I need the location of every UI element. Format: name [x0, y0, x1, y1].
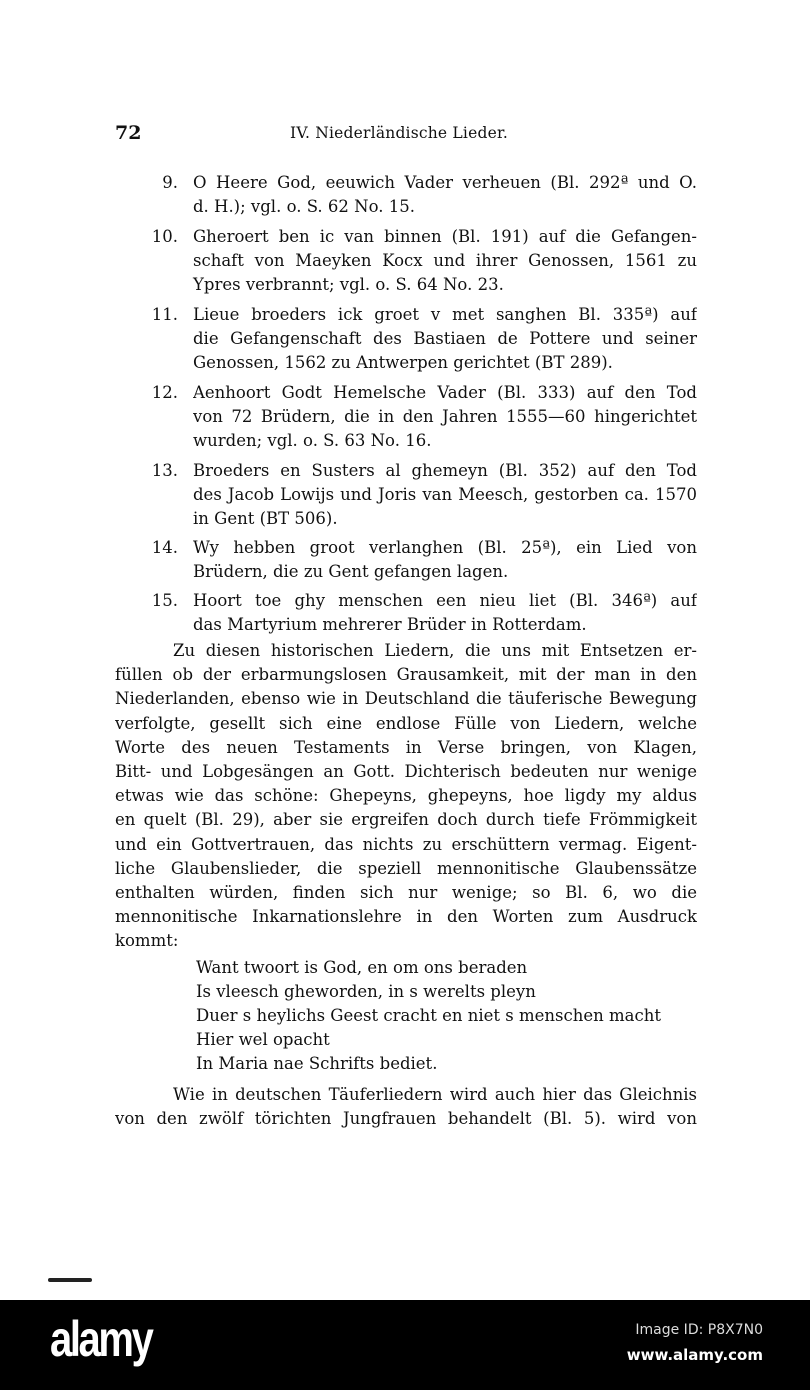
paragraph-line: Niederlanden, ebenso wie in Deutschland die täuferische Bewegung [115, 689, 697, 709]
paragraph-line: und ein Gottvertrauen, das nichts zu erschüttern vermag. Eigent- [115, 834, 697, 854]
verse-line: In Maria nae Schrifts bediet. [196, 1054, 438, 1073]
watermark-bar [0, 1300, 810, 1390]
list-item-line: Genossen, 1562 zu Antwerpen gerichtet (BT 289). [193, 353, 613, 372]
paragraph-line: en quelt (Bl. 29), aber sie ergreifen doch durch tiefe Frömmigkeit [115, 810, 697, 830]
list-item-line: O Heere God, eeuwich Vader verheuen (Bl. 292ª und O. [193, 173, 697, 192]
paragraph-line: Wie in deutschen Täuferliedern wird auch hier das Gleichnis [173, 1085, 697, 1104]
list-item-line: Broeders en Susters al ghemeyn (Bl. 352) auf den Tod [193, 461, 697, 480]
list-item-line: Wy hebben groot verlanghen (Bl. 25ª), ein Lied von [193, 538, 697, 557]
list-item-line: in Gent (BT 506). [193, 509, 338, 528]
paragraph-line: von den zwölf törichten Jungfrauen behandelt (Bl. 5). wird von [115, 1109, 697, 1128]
list-item-line: d. H.); vgl. o. S. 62 No. 15. [193, 197, 415, 216]
page-number: 72 [115, 122, 142, 144]
list-item-line: schaft von Maeyken Kocx und ihrer Genossen, 1561 zu [193, 251, 697, 270]
paragraph-line: enthalten würden, finden sich nur wenige; so Bl. 6, wo die [115, 883, 697, 902]
running-header: IV. Niederländische Lieder. [290, 124, 508, 142]
paragraph-line: Bitt- und Lobgesängen an Gott. Dichterisch bedeuten nur wenige [115, 762, 697, 781]
verse-line: Is vleesch gheworden, in s werelts pleyn [196, 982, 536, 1001]
list-item-number: 10. [151, 227, 178, 246]
paragraph-line: verfolgte, gesellt sich eine endlose Fülle von Liedern, welche [115, 713, 697, 733]
verse-line: Want twoort is God, en om ons beraden [196, 958, 528, 977]
list-item-number: 9. [162, 173, 178, 192]
paragraph-line: füllen ob der erbarmungslosen Grausamkeit, mit der man in den [115, 665, 697, 685]
site-url: www.alamy.com [626, 1346, 763, 1364]
paragraph-line: Zu diesen historischen Liedern, die uns mit Entsetzen er- [173, 641, 697, 660]
list-item-line: das Martyrium mehrerer Brüder in Rotterdam. [193, 615, 587, 634]
list-item-number: 12. [151, 383, 178, 402]
list-item-number: 11. [151, 305, 178, 324]
list-item-number: 15. [151, 591, 178, 610]
list-item-line: des Jacob Lowijs und Joris van Meesch, gestorben ca. 1570 [193, 485, 697, 504]
list-item-line: Brüdern, die zu Gent gefangen lagen. [193, 562, 509, 581]
list-item-number: 13. [151, 461, 178, 480]
list-item-line: Lieue broeders ick groet v met sanghen Bl. 335ª) auf [193, 305, 697, 324]
list-item-line: von 72 Brüdern, die in den Jahren 1555—60 hingerichtet [193, 407, 697, 426]
image-id-label: Image ID: P8X7N0 [635, 1322, 763, 1338]
list-item-line: wurden; vgl. o. S. 63 No. 16. [193, 431, 432, 450]
alamy-logo: alamy [50, 1311, 152, 1367]
verse-line: Duer s heylichs Geest cracht en niet s menschen macht [196, 1006, 661, 1025]
paragraph-line: mennonitische Inkarnationslehre in den Worten zum Ausdruck [115, 907, 697, 927]
paragraph-line: Worte des neuen Testaments in Verse bringen, von Klagen, [115, 737, 697, 757]
list-item-number: 14. [151, 538, 178, 557]
list-item-line: Hoort toe ghy menschen een nieu liet (Bl. 346ª) auf [193, 591, 697, 610]
list-item-line: Aenhoort Godt Hemelsche Vader (Bl. 333) auf den Tod [193, 383, 697, 402]
list-item-line: Ypres verbrannt; vgl. o. S. 64 No. 23. [193, 275, 504, 294]
verse-line: Hier wel opacht [196, 1030, 330, 1049]
paragraph-line: liche Glaubenslieder, die speziell mennonitische Glaubenssätze [115, 858, 697, 878]
list-item-line: Gheroert ben ic van binnen (Bl. 191) auf die Gefangen- [193, 227, 697, 246]
scan-smudge [48, 1278, 92, 1282]
paragraph-line: kommt: [115, 931, 179, 951]
paragraph-line: etwas wie das schöne: Ghepeyns, ghepeyns, hoe ligdy my aldus [115, 786, 697, 806]
list-item-line: die Gefangenschaft des Bastiaen de Pottere und seiner [193, 329, 697, 348]
